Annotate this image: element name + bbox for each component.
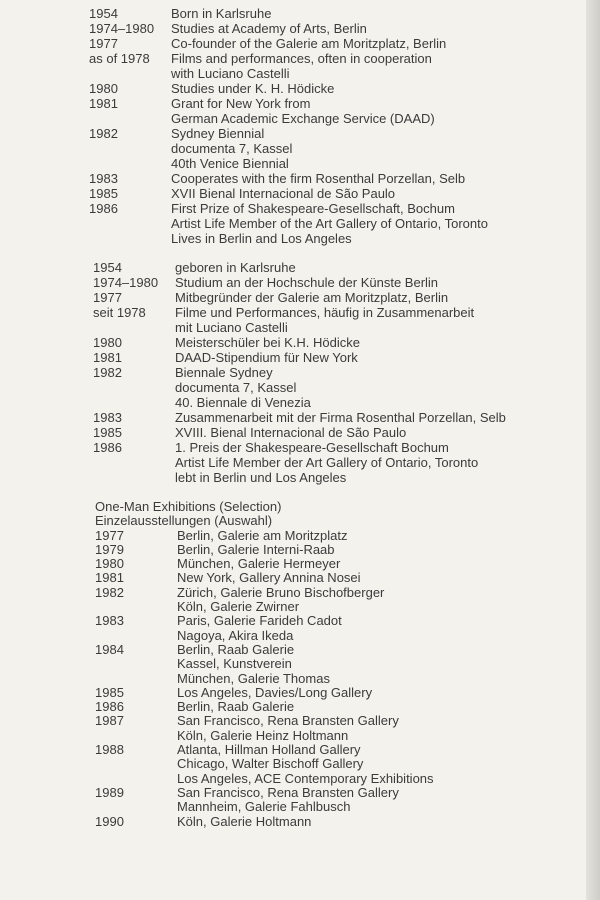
entry-text: Los Angeles, ACE Contemporary Exhibitions: [177, 770, 434, 786]
list-item: [89, 96, 488, 111]
entry-text: Co-founder of the Galerie am Moritzplatz, Berlin: [171, 36, 447, 51]
list-item: [89, 216, 488, 231]
entry-year: 1980: [89, 81, 118, 96]
entry-text: Filme und Performances, häufig in Zusammenarbeit: [175, 305, 475, 320]
list-item: [93, 260, 506, 275]
entry-text: New York, Gallery Annina Nosei: [177, 570, 361, 586]
entry-text: Mannheim, Galerie Fahlbusch: [177, 799, 351, 815]
entry-text: mit Luciano Castelli: [175, 320, 288, 335]
entry-text: XVIII. Bienal Internacional de São Paulo: [175, 425, 407, 440]
entry-text: 40th Venice Biennial: [171, 156, 289, 171]
entry-text: Kassel, Kunstverein: [177, 656, 292, 672]
entry-year: [95, 657, 177, 671]
entry-year: 1987: [95, 713, 124, 729]
entry-text: Mitbegründer der Galerie am Moritzplatz, Berlin: [175, 290, 449, 305]
entry-year: 1974–1980: [89, 21, 155, 36]
entry-year: 1981: [89, 96, 118, 111]
list-item: [95, 629, 434, 643]
entry-text: Chicago, Walter Bischoff Gallery: [177, 756, 364, 772]
entry-year: 1988: [95, 742, 124, 758]
entry-text: 1. Preis der Shakespeare-Gesellschaft Bochum: [175, 440, 449, 455]
list-item: [89, 231, 488, 246]
list-item: [95, 614, 434, 628]
entry-text: Studies at Academy of Arts, Berlin: [171, 21, 367, 36]
entry-year: [89, 231, 171, 246]
entry-text: with Luciano Castelli: [171, 66, 290, 81]
entry-year: 1985: [89, 186, 118, 201]
entry-text: Berlin, Galerie am Moritzplatz: [177, 527, 348, 543]
list-item: [93, 440, 506, 455]
biography-german: [93, 260, 506, 485]
list-item: [95, 729, 434, 743]
entry-year: [95, 600, 177, 614]
list-item: [95, 757, 434, 771]
entry-text: Grant for New York from: [171, 96, 311, 111]
entry-text: Studies under K. H. Hödicke: [171, 81, 335, 96]
entry-year: 1986: [89, 201, 118, 216]
entry-year: 1982: [93, 365, 122, 380]
entry-year: [95, 729, 177, 743]
entry-text: Paris, Galerie Farideh Cadot: [177, 613, 342, 629]
list-item: [93, 410, 506, 425]
list-item: [93, 350, 506, 365]
list-item: [95, 700, 434, 714]
page-gutter: [586, 0, 600, 900]
entry-year: 1980: [95, 556, 124, 572]
list-item: [89, 81, 488, 96]
list-item: [95, 586, 434, 600]
entry-year: 1984: [95, 641, 124, 657]
entry-year: [95, 629, 177, 643]
entry-year: 1977: [89, 36, 118, 51]
list-item: [93, 335, 506, 350]
list-item: [95, 786, 434, 800]
entry-text: documenta 7, Kassel: [175, 380, 297, 395]
list-item: [95, 815, 434, 829]
list-item: [89, 51, 488, 66]
entry-text: Studium an der Hochschule der Künste Berlin: [175, 275, 439, 290]
entry-year: 1954: [93, 260, 122, 275]
entry-year: [95, 800, 177, 814]
entry-text: 40. Biennale di Venezia: [175, 395, 311, 410]
entry-year: 1982: [89, 126, 118, 141]
list-item: [95, 672, 434, 686]
list-item: [95, 772, 434, 786]
list-item: [95, 800, 434, 814]
entry-text: XVII Bienal Internacional de São Paulo: [171, 186, 396, 201]
entry-text: Artist Life Member of the Art Gallery of Ontario, Toronto: [171, 216, 488, 231]
entry-text: München, Galerie Hermeyer: [177, 556, 341, 572]
entry-year: [89, 111, 171, 126]
entry-text: First Prize of Shakespeare-Gesellschaft, Bochum: [171, 201, 455, 216]
list-item: [89, 156, 488, 171]
list-item: [93, 425, 506, 440]
list-item: [93, 455, 506, 470]
list-item: [93, 305, 506, 320]
entry-text: Köln, Galerie Zwirner: [177, 599, 300, 615]
biography-english: [89, 6, 488, 246]
list-item: [89, 6, 488, 21]
entry-text: documenta 7, Kassel: [171, 141, 293, 156]
entry-year: 1983: [93, 410, 122, 425]
entry-year: 1980: [93, 335, 122, 350]
entry-text: German Academic Exchange Service (DAAD): [171, 111, 435, 126]
entry-year: [93, 470, 175, 485]
list-item: [95, 571, 434, 585]
list-item: [93, 290, 506, 305]
entry-text: Films and performances, often in cooperation: [171, 51, 432, 66]
list-item: [89, 36, 488, 51]
list-item: [95, 714, 434, 728]
list-item: [93, 365, 506, 380]
entry-year: 1986: [95, 699, 124, 715]
entry-text: Sydney Biennial: [171, 126, 265, 141]
entry-year: 1981: [93, 350, 122, 365]
entry-text: Born in Karlsruhe: [171, 6, 272, 21]
entry-text: Köln, Galerie Heinz Holtmann: [177, 727, 349, 743]
list-item: [89, 21, 488, 36]
list-item: [93, 395, 506, 410]
entry-year: [89, 141, 171, 156]
entry-text: Atlanta, Hillman Holland Gallery: [177, 742, 361, 758]
entry-year: 1954: [89, 6, 118, 21]
list-item: [93, 380, 506, 395]
list-item: [89, 186, 488, 201]
list-item: [89, 171, 488, 186]
entry-year: [89, 156, 171, 171]
entry-text: Köln, Galerie Holtmann: [177, 813, 312, 829]
entry-year: 1979: [95, 541, 124, 557]
entry-text: Berlin, Galerie Interni-Raab: [177, 541, 335, 557]
list-item: [89, 201, 488, 216]
entry-year: 1981: [95, 570, 124, 586]
entry-text: München, Galerie Thomas: [177, 670, 330, 686]
entry-text: Berlin, Raab Galerie: [177, 699, 295, 715]
entry-year: 1983: [89, 171, 118, 186]
exhibitions-list: [95, 529, 434, 829]
entry-year: [95, 772, 177, 786]
list-item: [95, 686, 434, 700]
entry-text: Zusammenarbeit mit der Firma Rosenthal Porzellan, Selb: [175, 410, 506, 425]
exhibitions-section: [95, 500, 434, 829]
entry-year: [89, 216, 171, 231]
entry-text: Lives in Berlin and Los Angeles: [171, 231, 352, 246]
list-item: [89, 66, 488, 81]
entry-text: Artist Life Member der Art Gallery of Ontario, Toronto: [175, 455, 479, 470]
list-item: [95, 529, 434, 543]
entry-year: [93, 380, 175, 395]
entry-text: lebt in Berlin und Los Angeles: [175, 470, 347, 485]
entry-year: [89, 66, 171, 81]
entry-year: 1983: [95, 613, 124, 629]
entry-text: San Francisco, Rena Bransten Gallery: [177, 784, 399, 800]
list-item: [93, 275, 506, 290]
entry-year: as of 1978: [89, 51, 150, 66]
entry-year: 1990: [95, 813, 124, 829]
list-item: [95, 543, 434, 557]
entry-text: San Francisco, Rena Bransten Gallery: [177, 713, 399, 729]
entry-year: seit 1978: [93, 305, 146, 320]
entry-year: 1982: [95, 584, 124, 600]
entry-year: 1977: [95, 527, 124, 543]
list-item: [93, 470, 506, 485]
entry-year: [93, 320, 175, 335]
entry-text: Meisterschüler bei K.H. Hödicke: [175, 335, 360, 350]
entry-year: [93, 455, 175, 470]
list-item: [89, 141, 488, 156]
entry-text: Cooperates with the firm Rosenthal Porzellan, Selb: [171, 171, 466, 186]
list-item: [93, 320, 506, 335]
list-item: [95, 643, 434, 657]
entry-text: Zürich, Galerie Bruno Bischofberger: [177, 584, 385, 600]
list-item: [95, 600, 434, 614]
entry-text: geboren in Karlsruhe: [175, 260, 296, 275]
entry-text: DAAD-Stipendium für New York: [175, 350, 358, 365]
entry-text: Biennale Sydney: [175, 365, 273, 380]
entry-year: 1977: [93, 290, 122, 305]
entry-year: 1985: [95, 684, 124, 700]
entry-year: 1974–1980: [93, 275, 159, 290]
entry-text: Los Angeles, Davies/Long Gallery: [177, 684, 373, 700]
entry-year: [95, 757, 177, 771]
entry-text: Nagoya, Akira Ikeda: [177, 627, 294, 643]
entry-year: [93, 395, 175, 410]
exhibitions-heading-english: One-Man Exhibitions (Selection): [95, 499, 282, 514]
entry-year: [95, 672, 177, 686]
entry-year: 1986: [93, 440, 122, 455]
list-item: [89, 126, 488, 141]
list-item: [95, 743, 434, 757]
entry-year: 1985: [93, 425, 122, 440]
exhibitions-heading-german: Einzelausstellungen (Auswahl): [95, 513, 273, 529]
entry-text: Berlin, Raab Galerie: [177, 641, 295, 657]
list-item: [95, 557, 434, 571]
entry-year: 1989: [95, 784, 124, 800]
list-item: [89, 111, 488, 126]
list-item: [95, 657, 434, 671]
